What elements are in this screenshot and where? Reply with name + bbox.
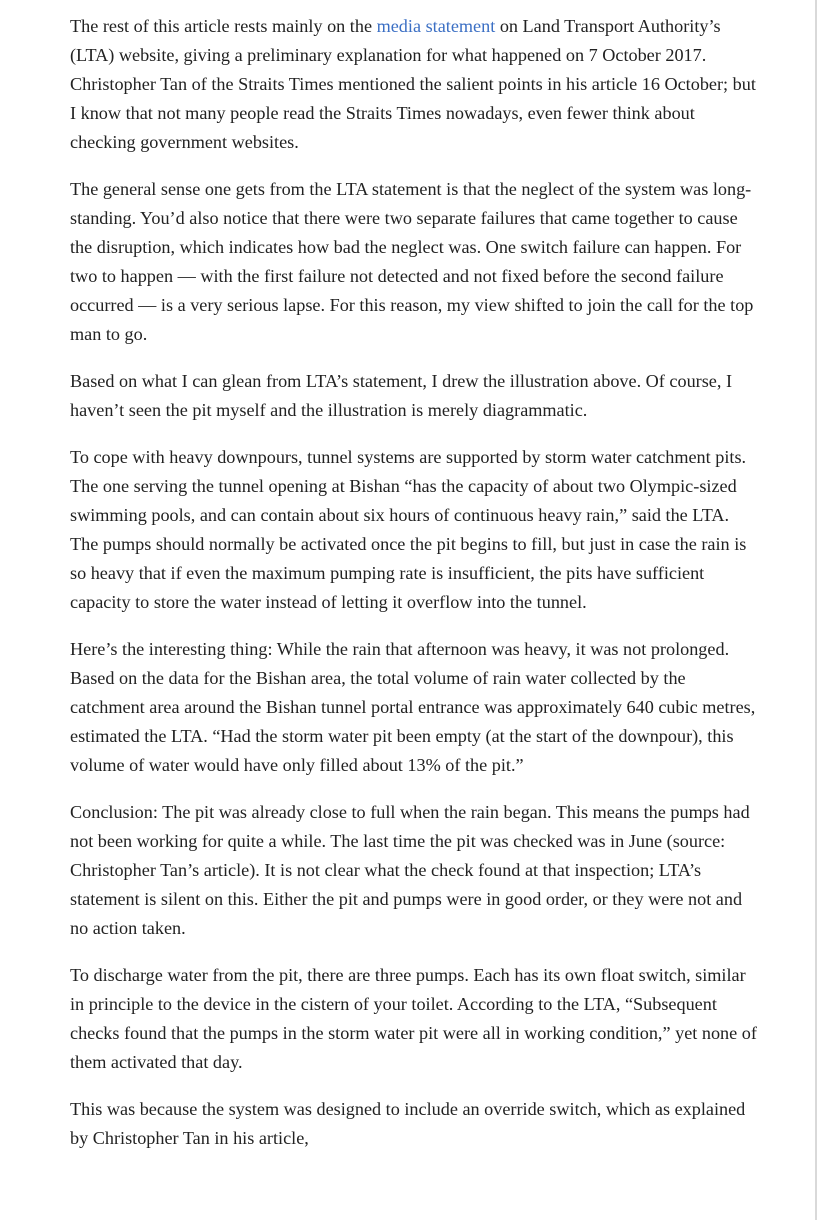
paragraph-6: Conclusion: The pit was already close to full when the rain began. This means the pumps had not been working for quite a while. The last time the pit was checked was in June (source: Christopher Tan’s article). It is not clear what the check found at that inspection; LTA’s statement is silent on this. Either the pit and pumps were in good order, or they were not and no action taken.: [70, 802, 750, 938]
media-statement-link[interactable]: media statement: [376, 16, 496, 36]
article-body: [70, 12, 760, 1171]
paragraph-4: To cope with heavy downpours, tunnel systems are supported by storm water catchment pits. The one serving the tunnel opening at Bishan “has the capacity of about two Olympic-sized swimming pools, and can contain about six hours of continuous heavy rain,” said the LTA. The pumps should normally be activated once the pit begins to fill, but just in case the rain is so heavy that if even the maximum pumping rate is insufficient, the pits have sufficient capacity to store the water instead of letting it overflow into the tunnel.: [70, 447, 747, 612]
paragraph-1-text-before-link: The rest of this article rests mainly on the: [70, 16, 377, 36]
paragraph-1-text-after-link: on Land Transport Authority’s (LTA) website, giving a preliminary explanation for what happened on 7 October 2017. Christopher Tan of the Straits Times mentioned the salient points in his article 16 October; but I know that not many people read the Straits Times nowadays, even fewer think about checking government websites.: [70, 16, 756, 152]
paragraph-3: Based on what I can glean from LTA’s statement, I drew the illustration above. Of course, I haven’t seen the pit myself and the illustration is merely diagrammatic.: [70, 371, 733, 420]
paragraph-7: To discharge water from the pit, there are three pumps. Each has its own float switch, similar in principle to the device in the cistern of your toilet. According to the LTA, “Subsequent checks found that the pumps in the storm water pit were all in working condition,” yet none of them activated that day.: [70, 965, 757, 1072]
paragraph-1: [70, 12, 760, 157]
paragraph-2: The general sense one gets from the LTA statement is that the neglect of the system was long-standing. You’d also notice that there were two separate failures that came together to cause the disruption, which indicates how bad the neglect was. One switch failure can happen. For two to happen — with the first failure not detected and not fixed before the second failure occurred — is a very serious lapse. For this reason, my view shifted to join the call for the top man to go.: [70, 179, 754, 344]
paragraph-8: This was because the system was designed to include an override switch, which as explained by Christopher Tan in his article,: [70, 1099, 746, 1148]
paragraph-5: Here’s the interesting thing: While the rain that afternoon was heavy, it was not prolonged. Based on the data for the Bishan area, the total volume of rain water collected by the catchment area around the Bishan tunnel portal entrance was approximately 640 cubic metres, estimated the LTA. “Had the storm water pit been empty (at the start of the downpour), this volume of water would have only filled about 13% of the pit.”: [70, 639, 756, 775]
